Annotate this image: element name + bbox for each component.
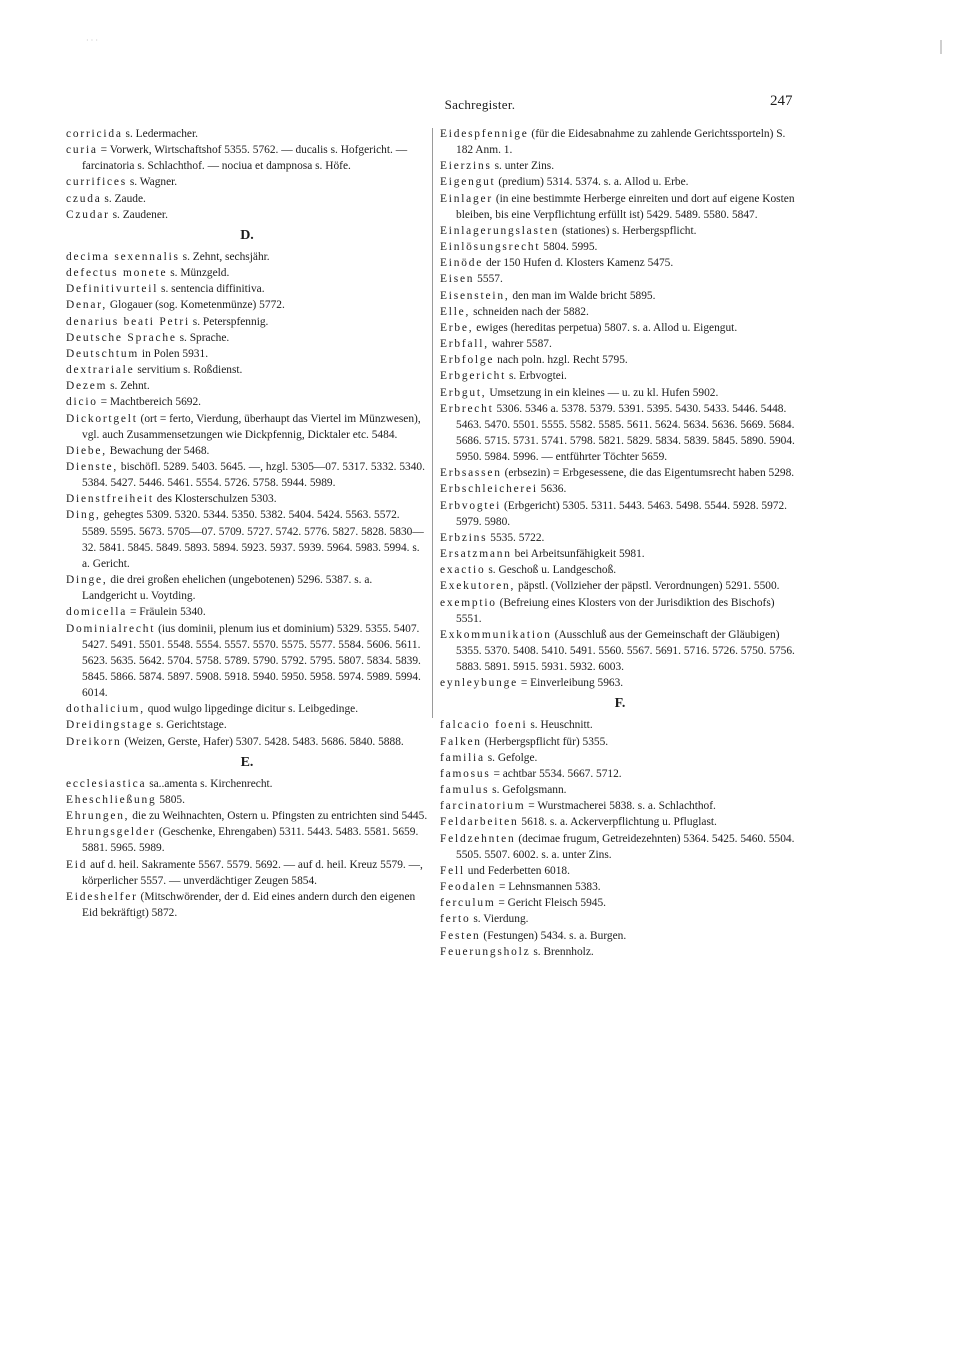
index-entry xyxy=(440,879,800,895)
entry-reference: s. Peterspfennig. xyxy=(192,315,269,328)
index-entry xyxy=(66,889,428,921)
entry-reference: 5636. xyxy=(540,483,567,496)
entry-headword: Fell xyxy=(440,864,465,877)
entry-headword: domicella xyxy=(66,606,128,619)
entry-reference: s. Erbvogtei. xyxy=(508,370,567,383)
index-entry xyxy=(440,944,800,960)
entry-headword: dothalicium, xyxy=(66,703,145,716)
section-letter: F. xyxy=(614,696,626,712)
entry-reference: (predium) 5314. 5374. s. a. Allod u. Erbe. xyxy=(498,176,689,189)
entry-headword: famosus xyxy=(440,767,491,780)
entry-reference: 5618. s. a. Ackerverpflichtung u. Pfluglast. xyxy=(521,816,717,829)
entry-reference: = Machtbereich 5692. xyxy=(100,396,202,409)
scan-speckle: · · · xyxy=(86,36,98,45)
entry-reference: (in eine bestimmte Herberge einreiten und dort auf eigene Kosten bleiben, bis eine Verpflichtung erfüllt ist) 5429. 5489. 5580. 5847. xyxy=(456,192,795,221)
entry-headword: Einlager xyxy=(440,192,493,205)
index-entry xyxy=(66,717,428,733)
entry-reference: (stationes) s. Herbergspflicht. xyxy=(561,224,697,237)
entry-headword: Dienstfreiheit xyxy=(66,493,154,506)
index-entry xyxy=(440,831,800,863)
entry-reference: quod wulgo lipgedinge dicitur s. Leibgedinge. xyxy=(147,703,359,716)
entry-reference: (Erbgericht) 5305. 5311. 5443. 5463. 5498. 5544. 5928. 5972. 5979. 5980. xyxy=(456,499,788,528)
index-entry xyxy=(66,142,428,174)
entry-headword: Erbzins xyxy=(440,531,488,544)
entry-reference: und Federbetten 6018. xyxy=(467,864,570,877)
entry-headword: Ersatzmann xyxy=(440,548,512,561)
entry-headword: Einlösungsrecht xyxy=(440,241,541,254)
index-entry xyxy=(440,239,800,255)
entry-reference: = Vorwerk, Wirtschaftshof 5355. 5762. — ducalis s. Hofgericht. — farcinatoria s. Schlachthof. — nociua et dampnosa s. Höfe. xyxy=(82,144,408,173)
entry-reference: s. Gefolge. xyxy=(487,751,538,764)
index-entry xyxy=(66,207,428,223)
entry-reference: s. Heuschnitt. xyxy=(530,719,593,732)
entry-headword: Falken xyxy=(440,735,482,748)
entry-reference: schneiden nach der 5882. xyxy=(473,305,589,318)
entry-headword: defectus monete xyxy=(66,267,168,280)
entry-reference: (decimae frugum, Getreidezehnten) 5364. 5425. 5460. 5504. 5505. 5507. 6002. s. a. unter Zins. xyxy=(456,832,795,861)
index-entry xyxy=(66,281,428,297)
index-entry xyxy=(440,530,800,546)
index-entry xyxy=(66,621,428,702)
entry-headword: Dominialrecht xyxy=(66,622,156,635)
entry-reference: s. sentencia diffinitiva. xyxy=(161,283,265,296)
index-entry xyxy=(66,126,428,142)
entry-reference: den man im Walde bricht 5895. xyxy=(512,289,656,302)
entry-reference: s. Ledermacher. xyxy=(125,128,198,140)
entry-reference: Glogauer (sog. Kometenmünze) 5772. xyxy=(109,299,285,312)
entry-headword: Dinge, xyxy=(66,574,108,587)
index-entry xyxy=(66,394,428,410)
entry-reference: (Weizen, Gerste, Hafer) 5307. 5428. 5483. 5686. 5840. 5888. xyxy=(124,735,404,748)
entry-headword: Eid xyxy=(66,858,88,871)
index-entry xyxy=(66,857,428,889)
entry-reference: s. Brennholz. xyxy=(533,945,594,958)
entry-headword: decima sexennalis xyxy=(66,250,180,263)
entry-headword: Dreikorn xyxy=(66,735,122,748)
entry-reference: bei Arbeitsunfähigkeit 5981. xyxy=(514,548,645,561)
entry-reference: s. Gerichtstage. xyxy=(156,719,227,732)
entry-reference: (für die Eidesabnahme zu zahlende Gerichtssporteln) S. 182 Anm. 1. xyxy=(456,128,786,157)
index-entry xyxy=(440,546,800,562)
entry-reference: 5557. xyxy=(477,273,503,286)
entry-headword: Diebe, xyxy=(66,444,107,457)
index-entry xyxy=(66,507,428,572)
entry-headword: Eisen xyxy=(440,273,475,286)
index-entry xyxy=(440,911,800,927)
entry-headword: Feldarbeiten xyxy=(440,816,519,829)
entry-headword: corricida xyxy=(66,128,123,140)
entry-reference: nach poln. hzgl. Recht 5795. xyxy=(497,354,628,367)
entry-reference: (Herbergspflicht für) 5355. xyxy=(484,735,609,748)
index-entry xyxy=(66,808,428,824)
entry-reference: (erbsezin) = Erbgesessene, die das Eigentumsrecht haben 5298. xyxy=(504,467,795,480)
entry-headword: Dienste, xyxy=(66,460,119,473)
entry-reference: ewiges (hereditas perpetua) 5807. s. a. Allod u. Eigengut. xyxy=(476,321,738,334)
index-entry xyxy=(440,158,800,174)
index-entry xyxy=(440,304,800,320)
index-entry xyxy=(440,717,800,733)
index-entry xyxy=(440,814,800,830)
index-entry xyxy=(440,385,800,401)
entry-reference: Bewachung der 5468. xyxy=(109,444,210,457)
index-entry xyxy=(440,174,800,190)
index-entry xyxy=(66,776,428,792)
entry-headword: Eidespfennige xyxy=(440,128,529,140)
entry-reference: (ort = ferto, Vierdung, überhaupt das Viertel im Münzwesen), vgl. auch Zusammensetzungen wie Dickpfennig, Dicktaler etc. 5484. xyxy=(82,412,421,441)
index-entry xyxy=(440,498,800,530)
entry-reference: bischöfl. 5289. 5403. 5645. —, hzgl. 5305—07. 5317. 5332. 5340. 5384. 5427. 5446. 5461. 5554. 5726. 5758. 5944. 5989. xyxy=(82,460,425,490)
index-entry xyxy=(66,572,428,604)
entry-reference: auf d. heil. Sakramente 5567. 5579. 5692. — auf d. heil. Kreuz 5579. —, körperlicher 5557. — unverdächtiger Zeugen 5854. xyxy=(82,858,423,887)
entry-reference: s. Vierdung. xyxy=(473,913,529,926)
entry-headword: Erbe, xyxy=(440,321,474,334)
entry-reference: gehegtes 5309. 5320. 5344. 5350. 5382. 5404. 5424. 5563. 5572. 5589. 5595. 5673. 5705—07. 5709. 5727. 5742. 5776. 5827. 5828. 5830—32. 5841. 5845. 5849. 5893. 5894. 5923. 5937. 5939. 5964. 5983. 5994. s. a. Gericht. xyxy=(82,509,424,570)
entry-reference: s. Zaudener. xyxy=(112,208,168,221)
index-entry xyxy=(66,491,428,507)
entry-headword: Erbgut, xyxy=(440,386,487,399)
entry-reference: päpstl. (Vollzieher der päpstl. Verordnungen) 5291. 5500. xyxy=(518,580,780,593)
index-entry xyxy=(440,255,800,271)
index-entry xyxy=(66,297,428,313)
entry-reference: 5535. 5722. xyxy=(490,531,545,544)
running-title: Sachregister. xyxy=(444,97,516,112)
index-entry xyxy=(66,314,428,330)
entry-headword: czuda xyxy=(66,192,102,205)
index-entry xyxy=(440,271,800,287)
index-entry xyxy=(66,459,428,491)
entry-reference: = achtbar 5534. 5667. 5712. xyxy=(493,767,622,780)
entry-headword: eynleybunge xyxy=(440,677,518,690)
index-entry xyxy=(440,320,800,336)
entry-reference: (Festungen) 5434. s. a. Burgen. xyxy=(483,929,627,942)
entry-reference: 5306. 5346 a. 5378. 5379. 5391. 5395. 5430. 5433. 5446. 5448. 5463. 5470. 5501. 5555. 5582. 5585. 5611. 5624. 5634. 5636. 5669. 5684. 5686. 5715. 5731. 5741. 5798. 5821. 5829. 5834. 5839. 5845. 5890. 5904. 5950. 5984. 5996. — entführter Töchter 5659. xyxy=(456,402,795,464)
entry-headword: Einlagerungslasten xyxy=(440,224,560,237)
index-entry xyxy=(440,336,800,352)
index-entry xyxy=(66,249,428,265)
entry-reference: (Mitschwörender, der d. Eid eines andern durch den eigenen Eid bekräftigt) 5872. xyxy=(82,890,416,920)
entry-reference: = Wurstmacherei 5838. s. a. Schlachthof. xyxy=(528,800,716,813)
entry-headword: exactio xyxy=(440,564,486,577)
entry-headword: Ehrungen, xyxy=(66,810,130,823)
index-entry xyxy=(440,578,800,594)
section-letter: D. xyxy=(240,227,254,243)
index-entry xyxy=(66,330,428,346)
entry-reference: s. unter Zins. xyxy=(494,160,555,173)
entry-headword: exemptio xyxy=(440,596,497,609)
index-entry xyxy=(66,362,428,378)
entry-headword: dicio xyxy=(66,396,98,409)
index-entry xyxy=(440,401,800,466)
entry-reference: sa..amenta s. Kirchenrecht. xyxy=(149,777,273,790)
index-entry xyxy=(440,368,800,384)
entry-headword: Erbvogtei xyxy=(440,499,502,512)
entry-reference: (ius dominii, plenum ius et dominium) 5329. 5355. 5407. 5427. 5491. 5501. 5548. 5554. 5557. 5570. 5575. 5577. 5584. 5606. 5611. 5623. 5635. 5642. 5704. 5758. 5789. 5790. 5792. 5795. 5807. 5834. 5839. 5845. 5866. 5874. 5897. 5908. 5918. 5940. 5950. 5958. 5974. 5989. 5994. 6014. xyxy=(82,622,421,700)
index-entry xyxy=(440,782,800,798)
entry-reference: (Geschenke, Ehrengaben) 5311. 5443. 5483. 5581. 5659. 5881. 5965. 5989. xyxy=(82,826,419,855)
entry-headword: Erbsassen xyxy=(440,467,502,480)
entry-headword: Dezem xyxy=(66,380,108,393)
index-entry xyxy=(66,701,428,717)
page-number: 247 xyxy=(770,93,793,109)
entry-reference: die drei großen ehelichen (ungebotenen) 5296. 5387. s. a. Landgericht u. Voytding. xyxy=(82,574,373,603)
entry-headword: Eierzins xyxy=(440,160,492,173)
index-entry xyxy=(66,265,428,281)
index-entry xyxy=(440,895,800,911)
entry-reference: = Lehnsmannen 5383. xyxy=(499,881,601,894)
entry-headword: Feldzehnten xyxy=(440,832,516,845)
entry-reference: (Befreiung eines Klosters von der Jurisdiktion des Bischofs) 5551. xyxy=(456,596,775,625)
entry-headword: familia xyxy=(440,751,485,764)
entry-headword: Ehrungsgelder xyxy=(66,826,156,839)
index-entry xyxy=(440,675,800,691)
page-edge-mark xyxy=(940,40,942,54)
column-rule xyxy=(432,128,433,718)
entry-reference: in Polen 5931. xyxy=(141,347,209,360)
entry-headword: Czudar xyxy=(66,208,110,221)
entry-reference: die zu Weihnachten, Ostern u. Pfingsten zu entrichten sind 5445. xyxy=(132,810,428,823)
index-entry xyxy=(66,411,428,443)
entry-headword: Exkommunikation xyxy=(440,628,552,641)
entry-reference: s. Zaude. xyxy=(104,192,146,205)
entry-headword: ecclesiastica xyxy=(66,777,147,790)
index-entry xyxy=(66,443,428,459)
index-entry xyxy=(440,595,800,627)
entry-reference: (Ausschluß aus der Gemeinschaft der Gläubigen) 5355. 5370. 5408. 5410. 5491. 5560. 5567. 5691. 5716. 5726. 5750. 5756. 5883. 5891. 5915. 5931. 5932. 6003. xyxy=(456,628,795,674)
entry-headword: Festen xyxy=(440,929,481,942)
entry-headword: Eideshelfer xyxy=(66,890,138,903)
entry-headword: ferculum xyxy=(440,897,496,910)
index-entry xyxy=(66,191,428,207)
index-entry xyxy=(440,750,800,766)
entry-reference: s. Münzgeld. xyxy=(170,267,230,280)
entry-headword: Eisenstein, xyxy=(440,289,510,302)
index-entry xyxy=(440,126,800,158)
index-entry xyxy=(440,465,800,481)
entry-headword: ferto xyxy=(440,913,471,926)
entry-headword: Dreidingstage xyxy=(66,719,154,732)
index-entry xyxy=(66,346,428,362)
index-entry xyxy=(440,863,800,879)
entry-headword: Feodalen xyxy=(440,881,497,894)
entry-headword: Erbschleicherei xyxy=(440,483,538,496)
entry-headword: Eheschließung xyxy=(66,793,157,806)
entry-reference: 5804. 5995. xyxy=(543,241,598,254)
entry-headword: Einöde xyxy=(440,257,484,270)
entry-headword: falcacio foeni xyxy=(440,719,528,732)
entry-reference: der 150 Hufen d. Klosters Kamenz 5475. xyxy=(485,257,674,270)
index-entry xyxy=(440,191,800,223)
entry-reference: servitium s. Roßdienst. xyxy=(137,364,243,377)
entry-reference: s. Zehnt, sechsjähr. xyxy=(182,250,270,263)
entry-headword: Definitivurteil xyxy=(66,283,159,296)
entry-headword: dextrariale xyxy=(66,364,135,377)
entry-headword: Dickortgelt xyxy=(66,412,138,425)
index-column-right xyxy=(440,126,800,960)
index-entry xyxy=(440,481,800,497)
index-entry xyxy=(440,223,800,239)
entry-headword: Erbrecht xyxy=(440,402,494,415)
entry-headword: denarius beati Petri xyxy=(66,315,190,328)
entry-headword: Elle, xyxy=(440,305,471,318)
entry-reference: = Fräulein 5340. xyxy=(129,606,206,619)
entry-headword: Erbfall, xyxy=(440,338,489,351)
index-entry xyxy=(440,734,800,750)
entry-headword: Exekutoren, xyxy=(440,580,516,593)
index-entry xyxy=(66,604,428,620)
entry-reference: des Klosterschulzen 5303. xyxy=(156,493,277,506)
entry-headword: Eigengut xyxy=(440,176,496,189)
index-entry xyxy=(440,288,800,304)
index-column-left xyxy=(66,126,428,921)
entry-headword: curia xyxy=(66,144,98,157)
entry-headword: Feuerungsholz xyxy=(440,945,531,958)
index-entry xyxy=(440,798,800,814)
index-entry xyxy=(440,562,800,578)
entry-reference: s. Geschoß u. Landgeschoß. xyxy=(488,564,617,577)
entry-headword: Denar, xyxy=(66,299,108,312)
index-entry xyxy=(66,378,428,394)
entry-headword: Deutsche Sprache xyxy=(66,331,177,344)
index-entry xyxy=(440,766,800,782)
entry-headword: farcinatorium xyxy=(440,800,526,813)
entry-reference: s. Zehnt. xyxy=(110,380,150,393)
entry-reference: s. Sprache. xyxy=(179,331,230,344)
entry-headword: Deutschtum xyxy=(66,347,140,360)
index-entry xyxy=(66,824,428,856)
entry-reference: 5805. xyxy=(159,793,185,806)
entry-headword: currifices xyxy=(66,176,128,189)
entry-reference: s. Gefolgsmann. xyxy=(492,784,567,797)
entry-headword: Erbfolge xyxy=(440,354,495,367)
index-entry xyxy=(66,174,428,190)
entry-reference: = Einverleibung 5963. xyxy=(520,677,624,690)
entry-reference: s. Wagner. xyxy=(129,176,178,189)
index-entry xyxy=(440,627,800,675)
entry-reference: Umsetzung in ein kleines — u. zu kl. Hufen 5902. xyxy=(489,386,719,399)
index-entry xyxy=(66,792,428,808)
entry-headword: Ding, xyxy=(66,509,101,522)
entry-headword: Erbgericht xyxy=(440,370,507,383)
section-letter: E. xyxy=(240,754,254,770)
index-entry xyxy=(440,928,800,944)
entry-reference: = Gericht Fleisch 5945. xyxy=(498,897,607,910)
entry-reference: wahrer 5587. xyxy=(491,338,552,351)
entry-headword: famulus xyxy=(440,784,490,797)
index-entry xyxy=(440,352,800,368)
index-entry xyxy=(66,734,428,750)
